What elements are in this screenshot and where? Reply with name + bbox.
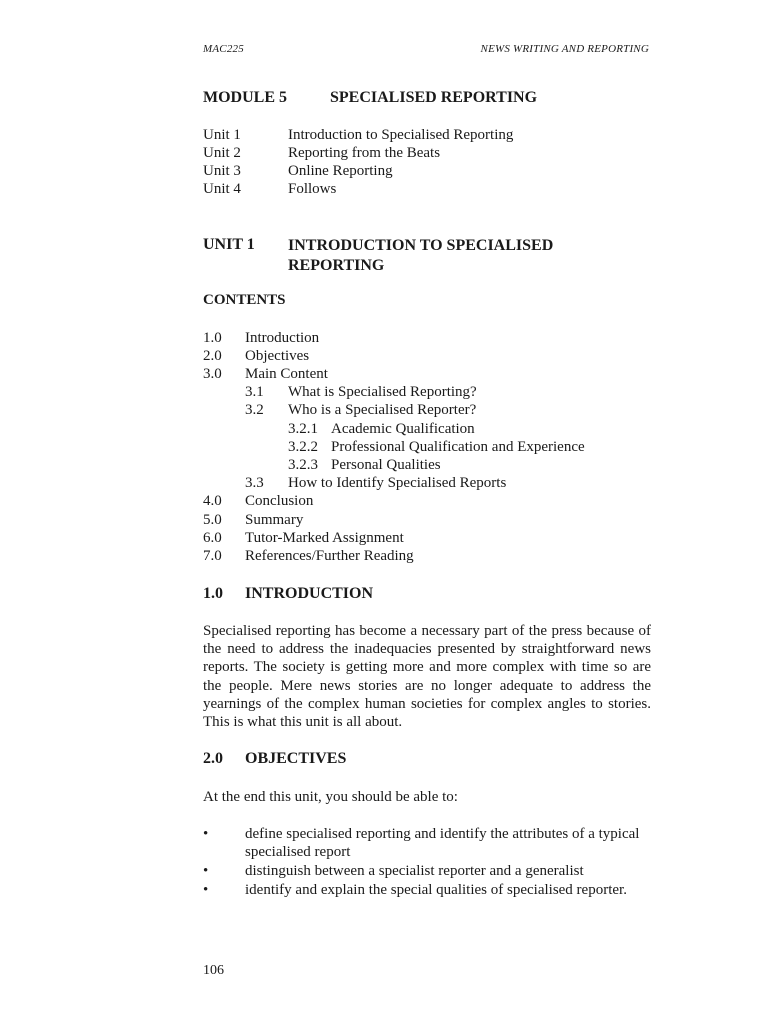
contents-item-num: 2.0	[203, 348, 222, 364]
contents-item-title: Academic Qualification	[331, 421, 475, 437]
list-item-text: distinguish between a specialist reporter and a generalist	[245, 863, 584, 879]
list-item-text: define specialised reporting and identify the attributes of a typical specialised report	[245, 826, 640, 860]
contents-item-title: Who is a Specialised Reporter?	[288, 402, 477, 418]
page-number: 106	[203, 963, 224, 978]
unit-title-line: INTRODUCTION TO SPECIALISED	[288, 237, 554, 254]
list-item-text: identify and explain the special qualities of specialised reporter.	[245, 882, 627, 898]
unit-list-num: Unit 3	[203, 163, 241, 179]
unit-label: UNIT 1	[203, 236, 255, 253]
module-title: SPECIALISED REPORTING	[330, 89, 538, 106]
contents-item-title: Summary	[245, 512, 304, 528]
contents-item-num: 3.2	[245, 402, 264, 418]
contents-item-title: Main Content	[245, 366, 328, 382]
bullet-icon: •	[203, 882, 209, 898]
contents-item-num: 3.3	[245, 475, 264, 491]
contents-item-num: 3.2.2	[288, 439, 318, 455]
running-header-course-code: MAC225	[203, 43, 244, 55]
contents-item-title: Professional Qualification and Experience	[331, 439, 585, 455]
unit-list-num: Unit 1	[203, 127, 241, 143]
section-number: 1.0	[203, 585, 223, 602]
contents-heading: CONTENTS	[203, 292, 286, 308]
unit-list-title: Online Reporting	[288, 163, 393, 179]
bullet-icon: •	[203, 826, 209, 842]
section-number: 2.0	[203, 750, 223, 767]
contents-item-title: What is Specialised Reporting?	[288, 384, 477, 400]
contents-item-title: Introduction	[245, 330, 320, 346]
introduction-paragraph: Specialised reporting has become a necessary part of the press because of the need to address the inadequacies presented by straightforward news reports. The society is getting more and more complex with time so are the people. Mere news stories are no longer adequate to address the yearnings of the complex human societies for complex angles to stories. This is what this unit is all about.	[203, 623, 651, 731]
contents-item-num: 3.2.3	[288, 457, 318, 473]
unit-title-line: REPORTING	[288, 257, 385, 274]
list-item	[203, 862, 651, 880]
section-heading-objectives: OBJECTIVES	[245, 750, 347, 767]
contents-item-num: 7.0	[203, 548, 222, 564]
unit-list-num: Unit 4	[203, 181, 241, 197]
unit-list-title: Reporting from the Beats	[288, 145, 441, 161]
contents-item-title: How to Identify Specialised Reports	[288, 475, 507, 491]
contents-item-num: 3.1	[245, 384, 264, 400]
list-item	[203, 881, 651, 899]
unit-list-num: Unit 2	[203, 145, 241, 161]
contents-item-title: References/Further Reading	[245, 548, 414, 564]
contents-item-num: 3.2.1	[288, 421, 318, 437]
unit-list-title: Introduction to Specialised Reporting	[288, 127, 514, 143]
contents-item-title: Conclusion	[245, 493, 314, 509]
contents-item-title: Objectives	[245, 348, 310, 364]
objectives-intro: At the end this unit, you should be able to:	[203, 789, 458, 805]
contents-item-num: 4.0	[203, 493, 222, 509]
unit-title	[288, 236, 553, 276]
contents-item-num: 5.0	[203, 512, 222, 528]
contents-item-num: 3.0	[203, 366, 222, 382]
module-label: MODULE 5	[203, 89, 287, 106]
contents-item-title: Personal Qualities	[331, 457, 441, 473]
list-item	[203, 825, 651, 861]
unit-list-title: Follows	[288, 181, 337, 197]
contents-item-title: Tutor-Marked Assignment	[245, 530, 404, 546]
running-header-course-title: NEWS WRITING AND REPORTING	[480, 43, 649, 55]
contents-item-num: 6.0	[203, 530, 222, 546]
bullet-icon: •	[203, 863, 209, 879]
section-heading-introduction: INTRODUCTION	[245, 585, 374, 602]
contents-item-num: 1.0	[203, 330, 222, 346]
